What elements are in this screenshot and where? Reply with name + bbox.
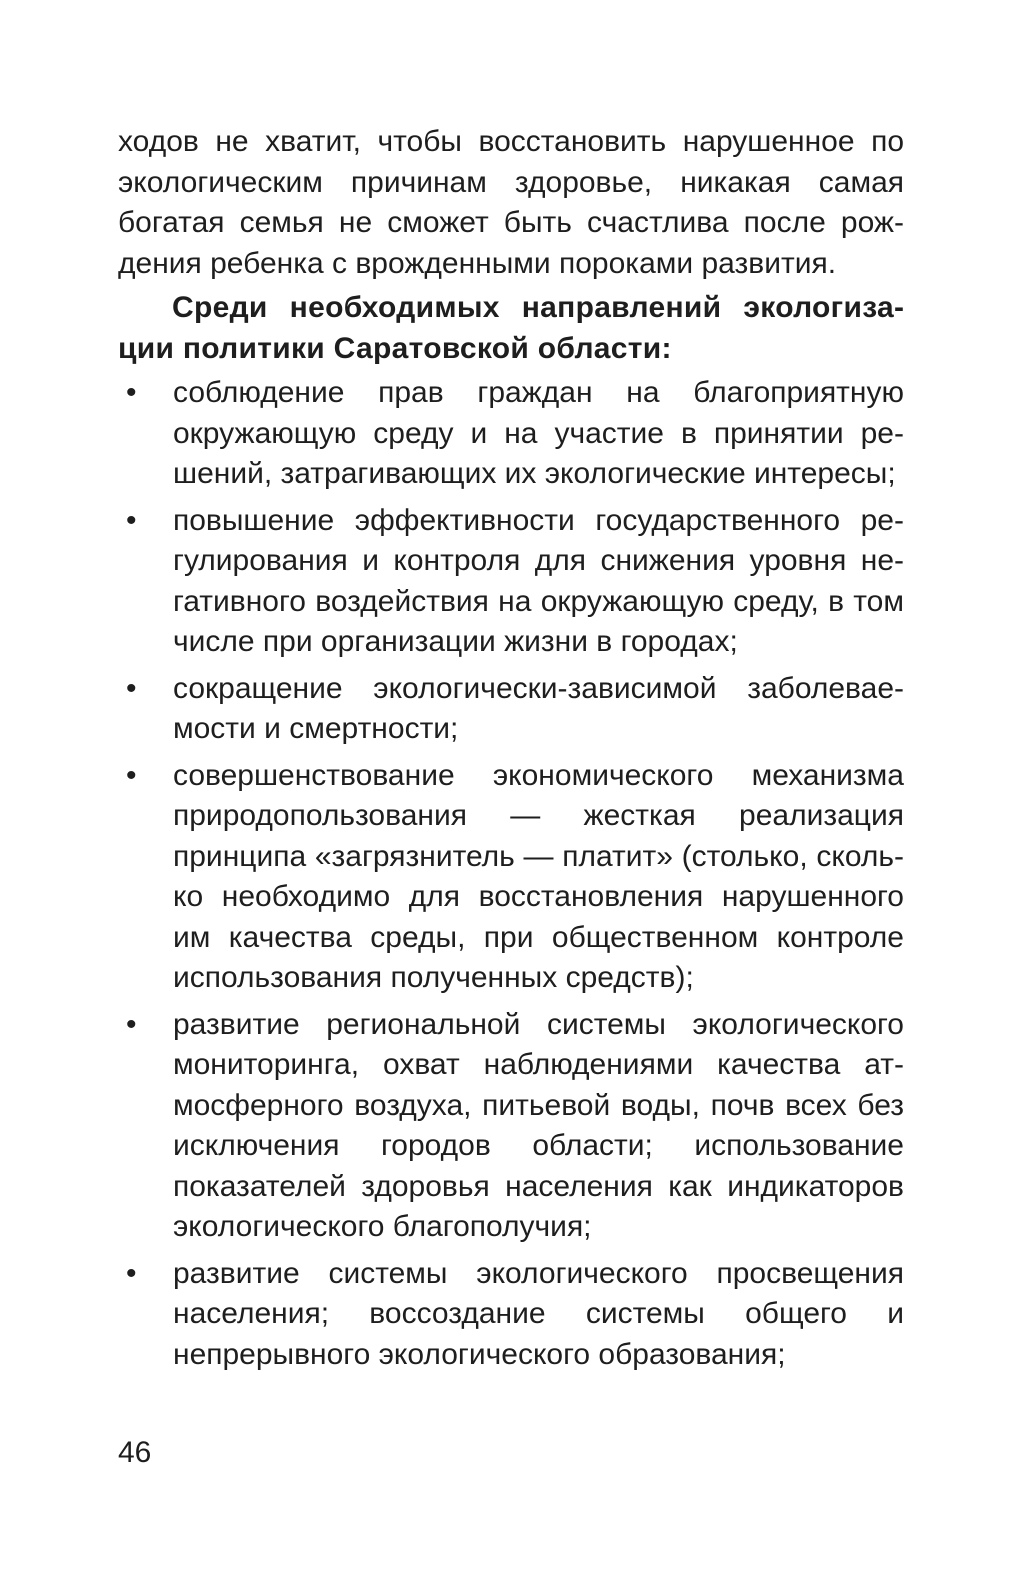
bullet-dot-icon: • — [126, 503, 137, 537]
page-body — [118, 122, 904, 1381]
bullet-dot-icon: • — [126, 671, 137, 705]
page-number: 46 — [118, 1436, 152, 1469]
list-item — [118, 669, 904, 750]
bullet-dot-icon: • — [126, 376, 137, 409]
bullet-list — [118, 373, 904, 1375]
section-heading: Среди необходимых направлений экологизации политики Саратовской области: — [118, 291, 904, 365]
list-item — [118, 756, 904, 999]
list-item-text: повышение эффективности государственного регулирования и контроля для снижения уровня негативного воздействия на окружающую среду, в том числе при организации жизни в городах; — [173, 503, 904, 658]
bullet-dot-icon: • — [126, 1256, 137, 1290]
bullet-dot-icon: • — [126, 1007, 137, 1041]
list-item — [118, 1254, 904, 1376]
list-item-text: развитие системы экологического просвещения населения; воссоздание системы общего и непрерывного экологического образования; — [173, 1256, 904, 1371]
list-item — [118, 373, 904, 495]
intro-paragraph: ходов не хватит, чтобы восстановить нарушенное по экологическим причинам здоровье, никакая самая богатая семья не сможет быть счастлива после рождения ребенка с врожденными пороками развития. — [118, 125, 904, 280]
list-item-text: совершенствование экономического механизма природопользования — жесткая реализация принципа «загрязнитель — платит» (столько, сколько необходимо для восстановления нарушенного им качества среды, при общественном контроле использования полученных средств); — [173, 758, 904, 994]
bullet-dot-icon: • — [126, 758, 137, 792]
list-item-text: развитие региональной системы экологического мониторинга, охват наблюдениями качества атмосферного воздуха, питьевой воды, почв всех без исключения городов области; использование показателей здоровья населения как индикаторов экологического благополучия; — [173, 1007, 904, 1243]
list-item — [118, 1005, 904, 1248]
list-item — [118, 501, 904, 663]
list-item-text: соблюдение прав граждан на благоприятную окружающую среду и на участие в принятии решений, затрагивающих их экологические интересы; — [173, 376, 904, 490]
list-item-text: сокращение экологически-зависимой заболеваемости и смертности; — [173, 671, 904, 745]
